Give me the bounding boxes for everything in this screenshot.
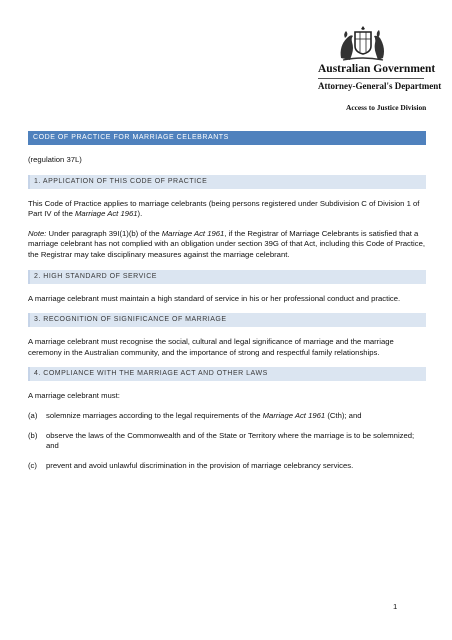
list-item [28,411,426,422]
government-name: Australian Government [318,63,436,75]
list-text: solemnize marriages according to the legal requirements of the Marriage Act 1961 (Cth); and [46,410,362,420]
regulation-reference: (regulation 37L) [28,155,82,164]
section-heading-2: 2. HIGH STANDARD OF SERVICE [28,270,426,284]
section-2-paragraph: A marriage celebrant must maintain a high standard of service in his or her professional conduct and practice. [28,293,401,303]
document-body [28,131,426,471]
section-1-note: Note: Under paragraph 39I(1)(b) of the Marriage Act 1961, if the Registrar of Marriage Celebrants is satisfied that a marriage celebrant has not complied with an obligation under section 39G of that Act, including this Code of Practice, the Registrar may take disciplinary measures against the marriage celebrant. [28,228,425,259]
list-marker: (c) [28,460,37,470]
list-marker: (a) [28,410,38,420]
section-heading-1: 1. APPLICATION OF THIS CODE OF PRACTICE [28,175,426,189]
section-1-paragraph: This Code of Practice applies to marriage celebrants (being persons registered under Subdivision C of Division 1 of Part IV of the Marriage Act 1961). [28,198,420,219]
header-divider [318,78,424,79]
coat-of-arms-icon [333,24,393,66]
list-item [28,431,426,452]
page-number: 1 [393,602,398,611]
department-name: Attorney-General's Department [318,81,442,91]
list-item [28,461,426,472]
list-text: observe the laws of the Commonwealth and of the State or Territory where the marriage is to be solemnized; and [46,430,415,451]
division-name: Access to Justice Division [346,103,427,112]
list-marker: (b) [28,430,38,440]
document-title: CODE OF PRACTICE FOR MARRIAGE CELEBRANTS [28,131,426,145]
list-text: prevent and avoid unlawful discrimination in the provision of marriage celebrancy services. [46,460,354,470]
section-4-intro: A marriage celebrant must: [28,391,120,401]
section-3-paragraph: A marriage celebrant must recognise the social, cultural and legal significance of marriage and the marriage ceremony in the Australian community, and the importance of strong and respectful family relationships. [28,337,394,357]
section-heading-4: 4. COMPLIANCE WITH THE MARRIAGE ACT AND OTHER LAWS [28,367,426,381]
section-heading-3: 3. RECOGNITION OF SIGNIFICANCE OF MARRIAGE [28,313,426,327]
